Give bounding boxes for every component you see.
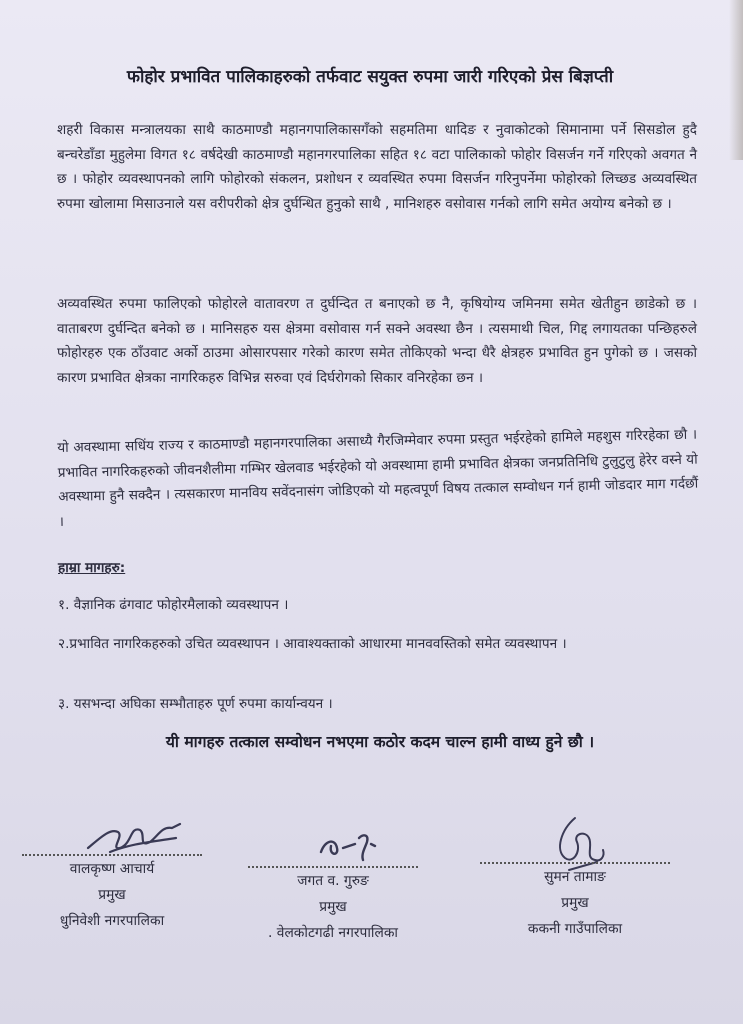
- signatory-1-role: प्रमुख: [98, 887, 126, 903]
- demands-heading: हाम्रा मागहरु:: [58, 560, 126, 576]
- signature-line: [248, 852, 418, 868]
- demand-item-3: ३. यसभन्दा अघिका सम्भौताहरु पूर्ण रुपमा कार्यान्वयन ।: [58, 696, 333, 712]
- signatory-2-office: . वेलकोटगढी नगरपालिका: [268, 925, 398, 941]
- closing-warning: यी मागहरु तत्काल सम्वोधन नभएमा कठोर कदम चाल्न हामी वाध्य हुने छौ ।: [165, 733, 595, 751]
- signatory-1: [22, 840, 202, 934]
- signature-line: [480, 848, 670, 864]
- signatory-2-name: जगत व. गुरुङ: [297, 873, 369, 889]
- paragraph-3: यो अवस्थामा सधिंय राज्य र काठमाण्डौ महानगरपालिका असाध्यै गैरजिम्मेवार रुपमा प्रस्तुत भईरहेको हामिले महशुस गरिरहेका छौ । प्रभावित नागरिकहरुको जीवनशैलीमा गम्भिर खेलवाड भईरहेको यो अवस्थामा हामी प्रभावित क्षेत्रका जनप्रतिनिधि टुलुटुलु हेरेर वस्ने यो अवस्थामा हुनै सक्दैन । त्यसकारण मानविय सवेंदनासंग जोडिएको यो महत्वपूर्ण विषय तत्काल सम्वोधन गर्न हामी जोडदार माग गर्दछौं ।: [57, 426, 699, 530]
- signatory-1-name: वालकृष्ण आचार्य: [69, 861, 155, 877]
- signatory-2-role: प्रमुख: [319, 899, 347, 915]
- signatory-3: [480, 848, 670, 942]
- signature-line: [22, 840, 202, 856]
- signatory-3-office: ककनी गाउँपालिका: [527, 921, 623, 937]
- paragraph-1: शहरी विकास मन्त्रालयका साथै काठमाण्डौ महानगपालिकासगँको सहमतिमा धादिङ र नुवाकोटको सिमानामा पर्ने सिसडोल हुदै बन्चरेडाँडा मुहुलेमा विगत १८ वर्षदेखी काठमाण्डौ महानगरपालिका सहित १८ वटा पालिकाको फोहोर विसर्जन गर्ने गरिएको अवगत नै छ । फोहोर व्यवस्थापनको लागि फोहोरको संकलन, प्रशोधन र व्यवस्थित रुपमा विसर्जन गरिनुपर्नेमा फोहोरको लिच्छड अव्यवस्थित रुपमा खोलामा मिसाउनाले यस वरीपरीको क्षेत्र दुर्घन्धित हुनुको साथै , मानिशहरु वसोवास गर्नको लागि समेत अयोग्य बनेको छ ।: [57, 122, 697, 212]
- signatory-1-office: धुनिवेशी नगरपालिका: [59, 913, 165, 929]
- demand-item-1: १. वैज्ञानिक ढंगवाट फोहोरमैलाको व्यवस्थापन ।: [58, 597, 289, 613]
- demand-item-2: २.प्रभावित नागरिकहरुको उचित व्यवस्थापन । आवाश्यक्ताको आधारमा मानववस्तिको समेत व्यवस्थापन ।: [58, 636, 567, 652]
- paragraph-2: अव्यवस्थित रुपमा फालिएको फोहोरले वातावरण त दुर्घन्दित त बनाएको छ नै, कृषियोग्य जमिनमा समेत खेतीहुन छाडेको छ । वाताबरण दुर्घन्दित बनेको छ । मानिसहरु यस क्षेत्रमा वसोवास गर्न सक्ने अवस्था छैन । त्यसमाथी चिल, गिद्द लगायतका पन्छिहरुले फोहोरहरु एक ठाँउवाट अर्को ठाउमा ओसारपसार गरेको कारण समेत तोकिएको भन्दा धैरै क्षेत्रहरु प्रभावित हुन पुगेको छ । जसको कारण प्रभावित क्षेत्रका नागरिकहरु विभिन्न सरुवा एवं दिर्घरोगको सिकार वनिरहेका छन ।: [57, 296, 697, 386]
- page-edge-shadow: [729, 0, 743, 160]
- signatory-3-name: सुमन तामाङ: [544, 869, 606, 885]
- signatory-2: [248, 852, 418, 946]
- signatory-3-role: प्रमुख: [561, 895, 589, 911]
- document-title: फोहोर प्रभावित पालिकाहरुको तर्फवाट सयुक्त रुपमा जारी गरिएको प्रेस बिज्ञप्ती: [126, 67, 614, 87]
